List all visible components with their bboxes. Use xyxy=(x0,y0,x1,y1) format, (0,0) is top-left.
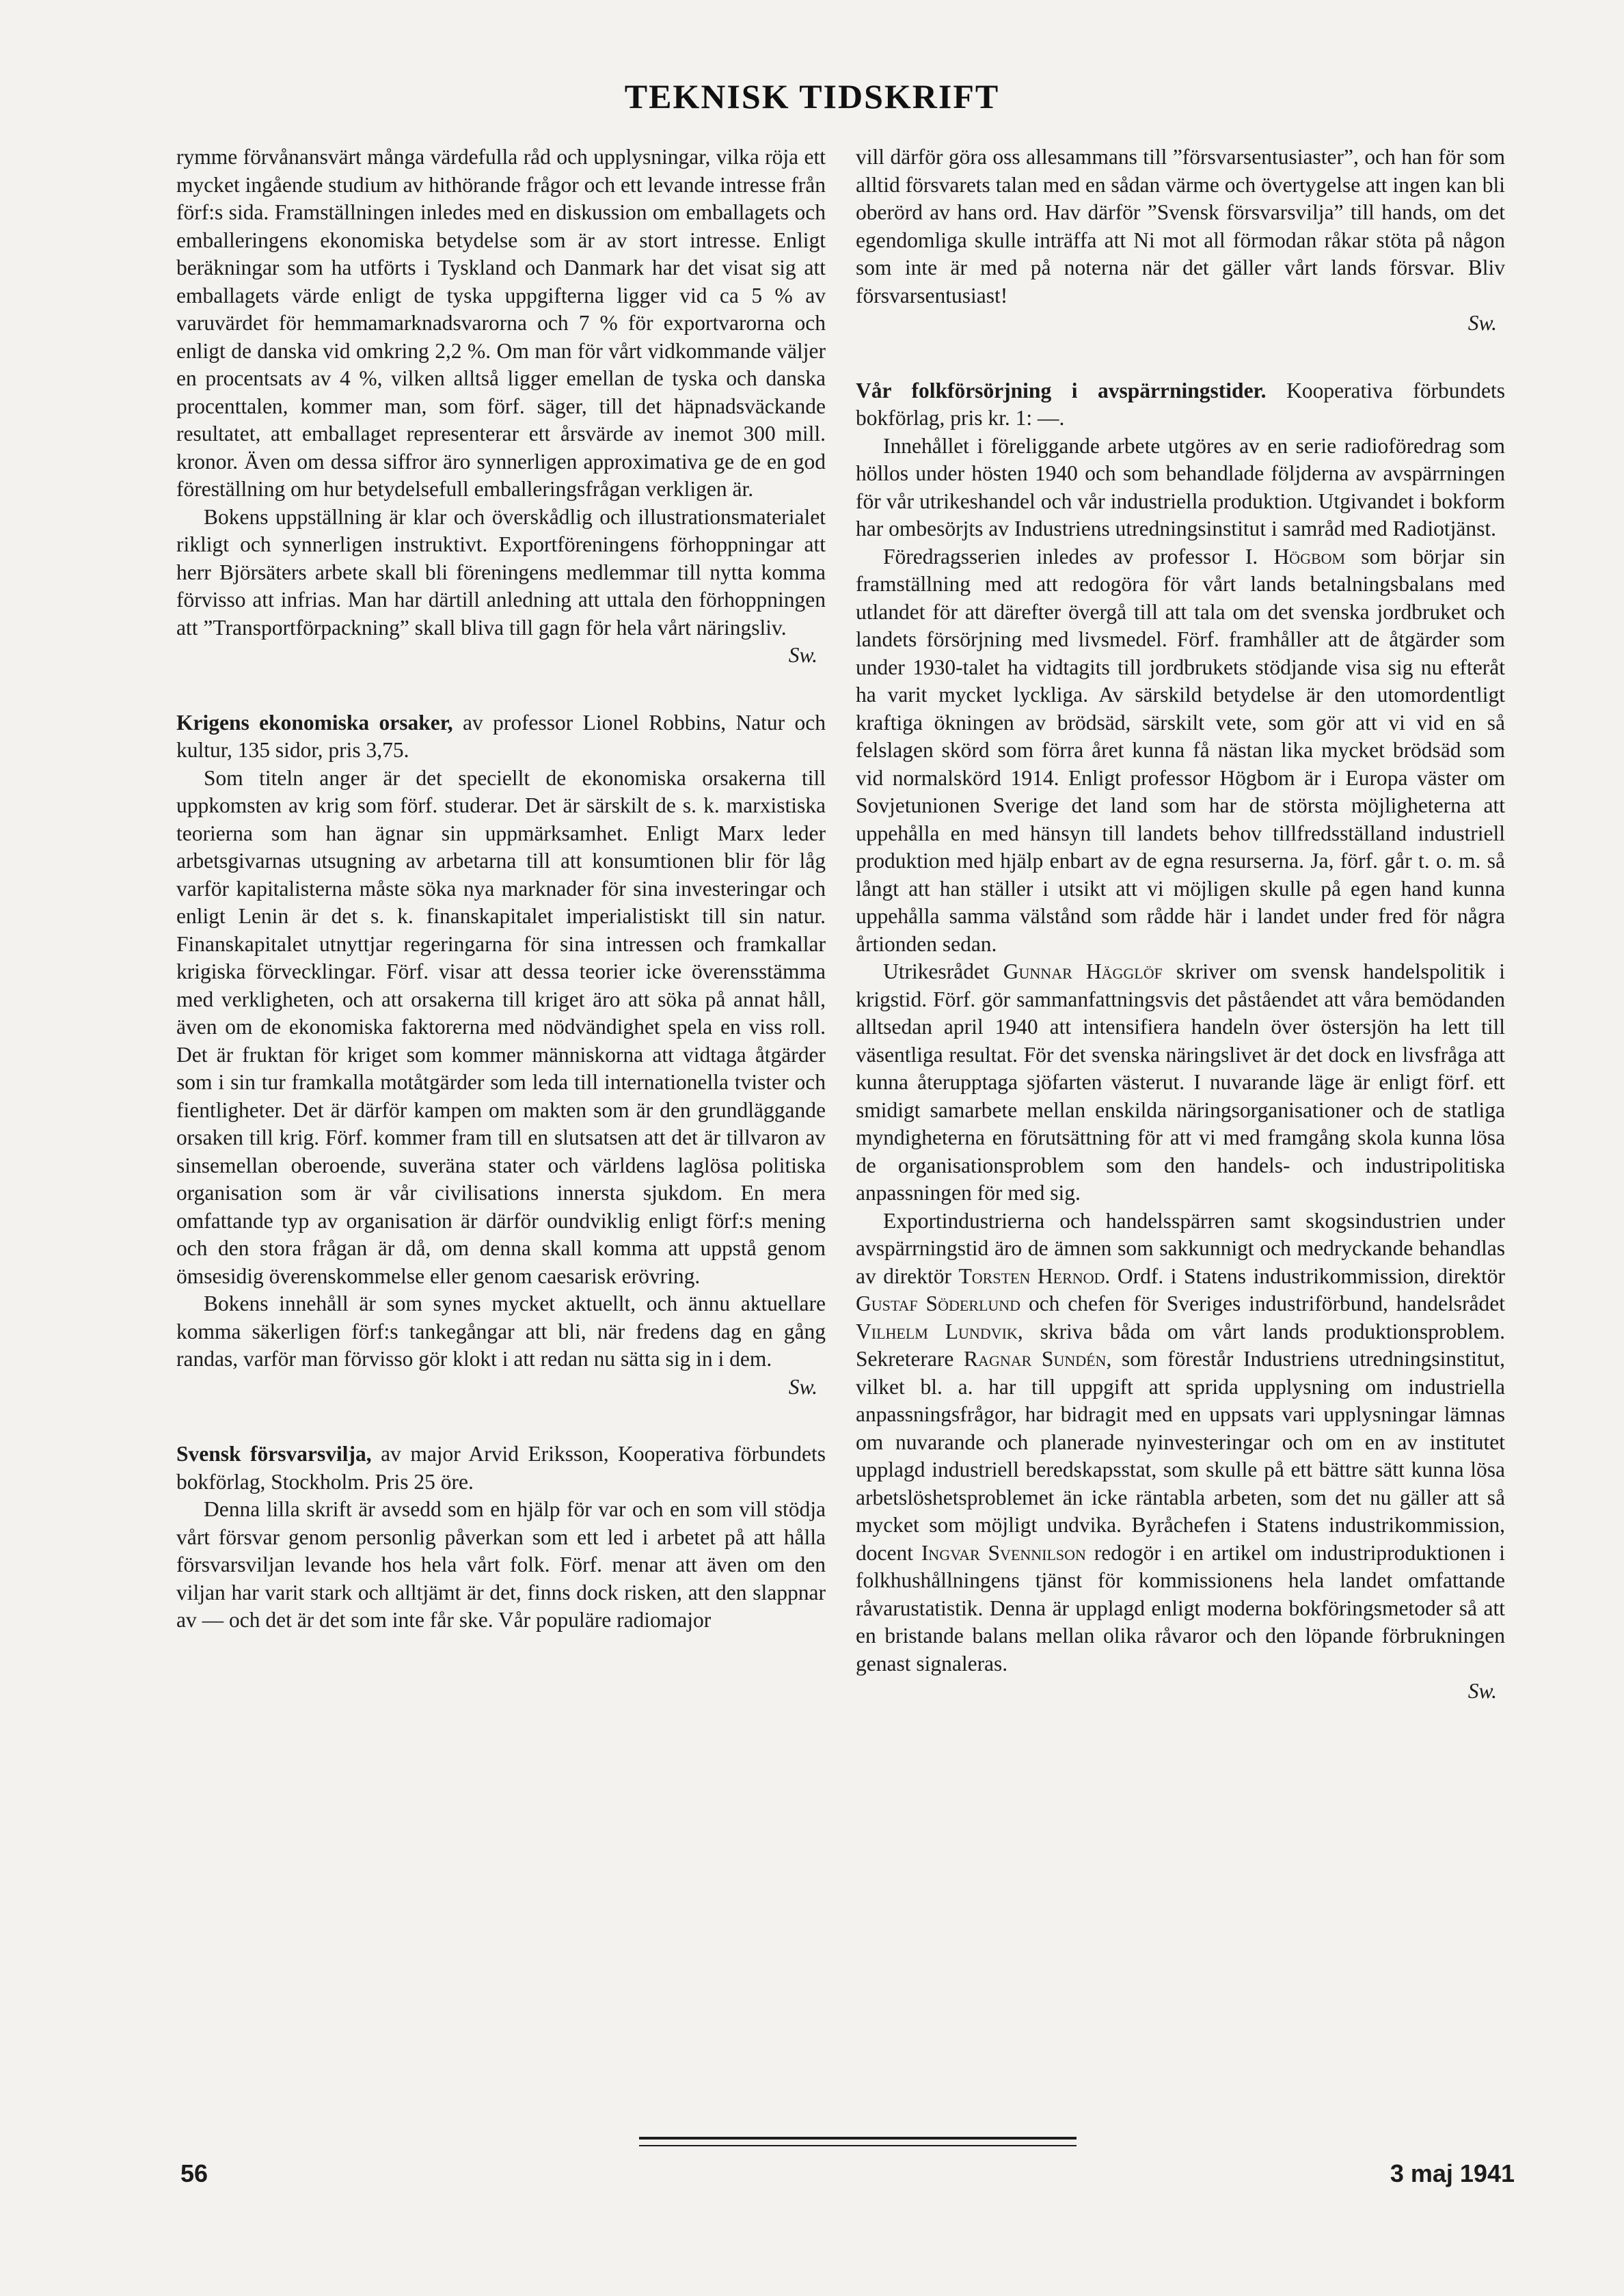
review-signature: Sw. xyxy=(1467,311,1497,335)
right-column xyxy=(856,144,1505,1745)
person-name: Gunnar Hägglöf xyxy=(1003,959,1163,983)
person-name: Gustaf Söderlund xyxy=(856,1292,1021,1315)
review-paragraph: vill därför göra oss allesammans till ”försvarsentusiaster”, och han för som alltid försvarets talan med en sådan värme och övertygelse att ingen kan bli oberörd av hans ord. Hav därför ”Svensk försvarsvilja” till hands, om det egendomliga skulle inträffa att Ni mot all förmodan råkar stöta på någon som inte är med på noterna när det gäller vårt lands försvar. Bliv försvarsentusiast! xyxy=(856,145,1505,308)
text-run: , skriva båda om vårt lands produktionsproblem. Sekreterare xyxy=(856,1319,1505,1371)
review-paragraph xyxy=(856,958,1505,1207)
review-paragraph: Bokens innehåll är som synes mycket aktuellt, och ännu aktuellare komma säkerligen förf:s tankegångar att bli, när fredens dag en gång randas, varför man förvisso gör klokt i att redan nu sätta sig in i dem. xyxy=(176,1292,826,1371)
text-run: , som förestår Industriens utredningsinstitut, vilket bl. a. har till uppgift att sprida upplysning om industriella anpassningsfrågor, har bidragit med en uppsats vari upplysningar lämnas om nuvarande och planerade nyinvesteringar och om en av institutet upplagd industriell beredskapsstat, som skulle på ett bättre sätt kunna lösa arbetslöshetsproblemet än icke räntabla arbeten, som det nu gäller att så mycket som möjligt undvika. Byråchefen i Statens industrikommission, docent xyxy=(856,1347,1505,1565)
review-title: Svensk försvarsvilja, xyxy=(176,1442,372,1466)
review-paragraph: Innehållet i föreliggande arbete utgöres av en serie radioföredrag som höllos under hösten 1940 och som behandlade följderna av avspärrningen för vår utrikeshandel och vår industriella produktion. Utgivandet i bokform har ombesörjts av Industriens utredningsinstitut i samråd med Radiotjänst. xyxy=(856,433,1505,541)
text-run: Exportindustrierna och handelsspärren samt skogsindustrien under avspärrningstid äro de ämnen som sakkunnigt och medryckande behandlas av direktör xyxy=(856,1208,1505,1288)
review-paragraph: Bokens uppställning är klar och överskådlig och illustrationsmaterialet rikligt och synnerligen instruktivt. Exportföreningens förhoppningar att herr Björsäters arbete skall bli föreningens medlemmar till nytta komma förvisso att infrias. Man har därtill anledning att uttala den förhoppningen att ”Transportförpackning” skall bliva till gagn för hela vårt näringsliv. xyxy=(176,504,826,640)
person-name: Ragnar Sundén xyxy=(964,1347,1107,1371)
review-paragraph xyxy=(856,1207,1505,1678)
review-byline: av major Arvid Eriksson, Kooperativa förbundets bokförlag, Stockholm. Pris 25 öre. xyxy=(176,1442,826,1494)
review-heading xyxy=(176,709,826,765)
page-number: 56 xyxy=(180,2159,208,2187)
review-paragraph: rymme förvånansvärt många värdefulla råd och upplysningar, vilka röja ett mycket ingående studium av hithörande frågor och ett levande intresse från förf:s sida. Framställningen inledes med en diskussion om emballagets och emballeringens ekonomiska betydelse som är av stort intresse. Enligt beräkningar som ha utförts i Tyskland och Danmark har det visat sig att emballagets värde enligt de tyska uppgifterna ligger vid ca 5 % av varuvärdet för hemmamarknadsvarorna och 7 % för exportvarorna och enligt de danska vid omkring 2,2 %. Om man för vårt vidkommande väljer en procentsats av 4 %, vilken alltså ligger emellan de tyska och danska procenttalen, kommer man, som förf. säger, till det häpnadsväckande resultatet, att emballaget representerar ett årsvärde av inemot 300 mill. kronor. Även om dessa siffror äro synnerligen approximativa ge de en god föreställning om hur betydelsefull emballeringsfrågan verkligen är. xyxy=(176,145,826,501)
review-title: Krigens ekonomiska orsaker, xyxy=(176,710,453,735)
person-name: Vilhelm Lundvik xyxy=(856,1319,1018,1343)
text-run: redogör i en artikel om industriproduktionen i folkhushållningens tjänst för kommissionens hela landet omfattande råvarustatistik. Denna är upplagd enligt moderna bokföringsmetoder så att en bristande balans mellan olika råvaror och den löpande förbrukningen genast signaleras. xyxy=(856,1540,1505,1676)
issue-date: 3 maj 1941 xyxy=(1390,2159,1515,2187)
text-run: som börjar sin framställning med att redogöra för vårt lands betalningsbalans med utlandet för att därefter övergå till att tala om det svenska jordbruket och landets försörjning med livsmedel. Förf. framhåller att de åtgärder som under 1930-talet ha vidtagits till jordbrukets stödjande visa sig nu efteråt ha varit mycket lyckliga. Av särskild betydelse är den utomordentligt kraftiga ökningen av brödsäd, särskilt vete, som gör att vi vid en så felslagen skörd som förra året kunna få nästan lika mycket brödsäd som vid normalskörd 1914. Enligt professor Högbom är i Europa väster om Sovjetunionen Sverige det land som har de största möjligheterna att uppehålla en med hänsyn till landets behov tillfredsställand industriell produktion med hjälp enbart av de egna resurserna. Ja, förf. går t. o. m. så långt att han ställer i utsikt att vi möjligen skulle på egen hand kunna uppehålla samma välstånd som rådde här i landet under fred för några årtionden sedan. xyxy=(856,544,1505,956)
review-byline: av professor Lionel Robbins, Natur och kultur, 135 sidor, pris 3,75. xyxy=(176,710,826,762)
review-signature: Sw. xyxy=(788,643,817,667)
review-paragraph xyxy=(856,543,1505,959)
journal-masthead: TEKNISK TIDSKRIFT xyxy=(624,77,1000,115)
review-paragraph: Som titeln anger är det speciellt de ekonomiska orsakerna till uppkomsten av krig som förf. studerar. Det är särskilt de s. k. marxistiska teorierna som han ägnar sin uppmärksamhet. Enligt Marx leder arbetsgivarnas utsugning av arbetarna till att konsumtionen blir för låg varför kapitalisterna måste söka nya marknader för sina investeringar och enligt Lenin är det s. k. finanskapitalet imperialistiskt till sin natur. Finanskapitalet utnyttjar regeringarna för sina intressen och framkallar krigiska förvecklingar. Förf. visar att dessa teorier icke överensstämma med verkligheten, och att orsakerna till kriget äro att söka på annat håll, även om de ekonomiska faktorerna med nödvändighet spela en viss roll. Det är fruktan för kriget som kommer människorna att vidtaga åtgärder som i sin tur framkalla motåtgärder som leda till internationella tvister och fientligheter. Det är därför kampen om makten som är den grundläggande orsaken till krig. Förf. kommer fram till en slutsatsen att det är tillvaron av sinsemellan oberoende, suveräna stater och världens laglösa politiska organisation som är vår civilisations innersta sjukdom. En mera omfattande typ av organisation är därför oundviklig enligt förf:s mening och den stora frågan är då, om denna skall komma att uppstå genom ömsesidig överenskommelse eller genom caesarisk erövring. xyxy=(176,765,826,1288)
footer-divider xyxy=(639,2137,1077,2146)
review-signature: Sw. xyxy=(1467,1679,1497,1703)
person-name: Torsten Hernod xyxy=(958,1263,1105,1288)
text-run: Föredragsserien inledes av professor I. xyxy=(883,544,1274,569)
review-title: Vår folkförsörjning i avspärrningstider. xyxy=(856,378,1267,402)
person-name: Högbom xyxy=(1273,544,1346,569)
text-run: skriver om svensk handelspolitik i krigstid. Förf. gör sammanfattningsvis det påståendet att våra bemödanden alltsedan april 1940 att intensifiera handeln över östersjön ha lett till väsentliga resultat. För det svenska näringslivet är det dock en livsfråga att kunna återupptaga sjöfarten västerut. I nuvarande läge är enligt förf. ett smidigt samarbete mellan enskilda näringsorganisationer och de statliga myndigheterna en förutsättning för att vi med framgång skola kunna lösa de organisationsproblem som den handels- och industripolitiska anpassningen för med sig. xyxy=(856,959,1505,1205)
review-byline: Kooperativa förbundets bokförlag, pris kr. 1: —. xyxy=(856,378,1506,430)
text-run: . Ordf. i Statens industrikommission, direktör xyxy=(1105,1263,1505,1288)
person-name: Ingvar Svennilson xyxy=(921,1540,1086,1565)
text-run: Utrikesrådet xyxy=(883,959,1003,983)
text-run: och chefen för Sveriges industriförbund, handelsrådet xyxy=(1020,1292,1505,1315)
review-heading xyxy=(176,1440,826,1496)
review-paragraph: Denna lilla skrift är avsedd som en hjälp för var och en som vill stödja vårt försvar genom personlig påverkan som ett led i arbetet på att hålla försvarsviljan levande hos hela vårt folk. Förf. menar att även om den viljan har varit stark och alltjämt är det, finns dock risken, att den slappnar av — och det är det som inte får ske. Vår populäre radiomajor xyxy=(176,1497,826,1632)
review-heading xyxy=(856,377,1505,433)
left-column xyxy=(176,144,826,1635)
review-signature: Sw. xyxy=(788,1374,817,1399)
